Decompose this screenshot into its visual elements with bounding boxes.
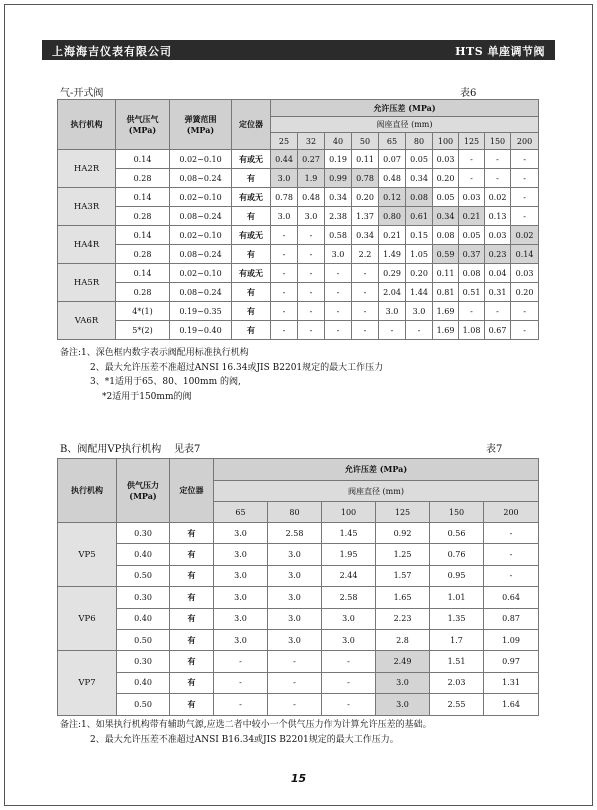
spring-range: 0.02~0.10 — [170, 226, 232, 245]
table-row — [58, 523, 539, 544]
allowable-value: 3.0 — [214, 565, 268, 586]
allowable-value: - — [485, 150, 511, 169]
allowable-value: - — [484, 565, 539, 586]
allowable-value: 1.49 — [379, 245, 406, 264]
supply-pressure: 0.14 — [116, 188, 170, 207]
t6-note-2: 2、最大允许压差不准超过ANSI 16.34或JIS B2201规定的最大工作压力 — [90, 362, 384, 373]
allowable-value: 0.08 — [406, 188, 433, 207]
allowable-value: 1.44 — [406, 283, 433, 302]
t6-diameter-200: 200 — [511, 133, 539, 150]
t7-diameter-65: 65 — [214, 502, 268, 523]
allowable-value: 0.34 — [325, 188, 352, 207]
allowable-value: - — [298, 264, 325, 283]
allowable-value: 0.58 — [325, 226, 352, 245]
positioner: 有 — [170, 694, 214, 715]
allowable-value: - — [511, 321, 539, 340]
allowable-value: 0.21 — [459, 207, 485, 226]
positioner: 有 — [232, 302, 271, 321]
t7-note-1: 备注:1、如果执行机构带有辅助气源,应选二者中较小一个供气压力作为计算允许压差的基础。 — [60, 720, 432, 730]
positioner: 有 — [232, 283, 271, 302]
t6-diameter-150: 150 — [485, 133, 511, 150]
allowable-value: - — [511, 207, 539, 226]
actuator-name: HA5R — [58, 264, 116, 302]
allowable-value: 0.61 — [406, 207, 433, 226]
table6-notes — [60, 346, 383, 404]
supply-pressure: 0.40 — [117, 608, 170, 629]
positioner: 有 — [170, 544, 214, 565]
allowable-value: 3.0 — [268, 608, 322, 629]
allowable-value: 0.34 — [352, 226, 379, 245]
allowable-value: 1.31 — [484, 672, 539, 693]
t7-diameter-150: 150 — [430, 502, 484, 523]
allowable-value: - — [322, 651, 376, 672]
allowable-value: 1.64 — [484, 694, 539, 715]
allowable-value: 2.8 — [376, 629, 430, 650]
actuator-name: HA2R — [58, 150, 116, 188]
allowable-value: - — [459, 169, 485, 188]
t6-diameter-125: 125 — [459, 133, 485, 150]
allowable-value: - — [322, 672, 376, 693]
allowable-value: - — [459, 302, 485, 321]
allowable-value: 3.0 — [214, 544, 268, 565]
table-row — [58, 245, 539, 264]
allowable-value: 0.11 — [433, 264, 459, 283]
allowable-value: 0.03 — [433, 150, 459, 169]
allowable-value: 3.0 — [214, 629, 268, 650]
allowable-value: 0.56 — [430, 523, 484, 544]
allowable-value: 3.0 — [376, 672, 430, 693]
allowable-value: 0.20 — [433, 169, 459, 188]
allowable-value: 1.08 — [459, 321, 485, 340]
allowable-value: 1.69 — [433, 321, 459, 340]
allowable-value: 0.14 — [511, 245, 539, 264]
allowable-value: - — [268, 672, 322, 693]
allowable-value: 2.44 — [322, 565, 376, 586]
allowable-value: 0.03 — [511, 264, 539, 283]
t6-header-positioner: 定位器 — [232, 100, 271, 150]
allowable-value: 1.25 — [376, 544, 430, 565]
allowable-value: - — [298, 283, 325, 302]
allowable-value: 0.05 — [406, 150, 433, 169]
positioner: 有 — [170, 608, 214, 629]
spring-range: 0.08~0.24 — [170, 207, 232, 226]
allowable-value: 0.05 — [433, 188, 459, 207]
allowable-value: 3.0 — [271, 207, 298, 226]
t6-diameter-80: 80 — [406, 133, 433, 150]
t6-header-actuator: 执行机构 — [58, 100, 116, 150]
positioner: 有 — [232, 169, 271, 188]
allowable-value: 3.0 — [268, 587, 322, 608]
allowable-value: - — [485, 169, 511, 188]
positioner: 有 — [170, 629, 214, 650]
allowable-value: - — [325, 283, 352, 302]
allowable-value: - — [271, 302, 298, 321]
allowable-value: 3.0 — [271, 169, 298, 188]
allowable-value: 0.37 — [459, 245, 485, 264]
allowable-value: 0.08 — [459, 264, 485, 283]
allowable-value: 3.0 — [322, 608, 376, 629]
allowable-value: 0.87 — [484, 608, 539, 629]
allowable-value: 0.27 — [298, 150, 325, 169]
positioner: 有 — [170, 651, 214, 672]
allowable-value: - — [214, 672, 268, 693]
t7-header-actuator: 执行机构 — [58, 459, 117, 523]
t6-header-supply: 供气压气 (MPa) — [116, 100, 170, 150]
table-row — [58, 264, 539, 283]
allowable-value: 1.01 — [430, 587, 484, 608]
allowable-value: 3.0 — [268, 544, 322, 565]
table-row — [58, 321, 539, 340]
t6-diameter-25: 25 — [271, 133, 298, 150]
t7-header-allowable: 允许压差 (MPa) — [214, 459, 539, 481]
allowable-value: - — [322, 694, 376, 715]
supply-pressure: 0.50 — [117, 565, 170, 586]
allowable-value: 2.03 — [430, 672, 484, 693]
allowable-value: - — [511, 302, 539, 321]
allowable-value: 0.48 — [379, 169, 406, 188]
allowable-value: 1.05 — [406, 245, 433, 264]
spring-range: 0.08~0.24 — [170, 169, 232, 188]
allowable-value: 0.99 — [325, 169, 352, 188]
supply-pressure: 0.28 — [116, 207, 170, 226]
positioner: 有 — [232, 245, 271, 264]
allowable-value: - — [298, 226, 325, 245]
t6-diameter-65: 65 — [379, 133, 406, 150]
t6-diameter-40: 40 — [325, 133, 352, 150]
actuator-name: VA6R — [58, 302, 116, 340]
t6-diameter-50: 50 — [352, 133, 379, 150]
allowable-value: - — [379, 321, 406, 340]
allowable-value: 3.0 — [406, 302, 433, 321]
allowable-value: - — [298, 321, 325, 340]
t6-diameter-32: 32 — [298, 133, 325, 150]
allowable-value: - — [325, 302, 352, 321]
spring-range: 0.02~0.10 — [170, 188, 232, 207]
allowable-value: 0.80 — [379, 207, 406, 226]
table-row — [58, 150, 539, 169]
supply-pressure: 0.30 — [117, 587, 170, 608]
allowable-value: 0.04 — [485, 264, 511, 283]
allowable-value: - — [268, 651, 322, 672]
t6-note-1: 备注:1、深色框内数字表示阀配用标准执行机构 — [60, 348, 249, 358]
allowable-value: 3.0 — [376, 694, 430, 715]
allowable-value: 0.97 — [484, 651, 539, 672]
supply-pressure: 0.30 — [117, 523, 170, 544]
spring-range: 0.08~0.24 — [170, 283, 232, 302]
supply-pressure: 0.50 — [117, 694, 170, 715]
allowable-value: - — [325, 321, 352, 340]
allowable-value: 0.59 — [433, 245, 459, 264]
allowable-value: 0.67 — [485, 321, 511, 340]
allowable-value: 0.12 — [379, 188, 406, 207]
allowable-value: 1.45 — [322, 523, 376, 544]
allowable-value: - — [214, 651, 268, 672]
allowable-value: - — [484, 523, 539, 544]
company-name: 上海海吉仪表有限公司 — [52, 45, 172, 58]
actuator-name: VP6 — [58, 587, 117, 651]
allowable-value: - — [406, 321, 433, 340]
table-row — [58, 565, 539, 586]
allowable-value: 1.7 — [430, 629, 484, 650]
allowable-value: 3.0 — [268, 565, 322, 586]
allowable-value: 3.0 — [322, 629, 376, 650]
allowable-value: - — [352, 283, 379, 302]
allowable-value: - — [511, 150, 539, 169]
table-row — [58, 629, 539, 650]
allowable-value: - — [325, 264, 352, 283]
allowable-value: - — [459, 150, 485, 169]
positioner: 有 — [170, 672, 214, 693]
allowable-value: - — [271, 245, 298, 264]
table-row — [58, 672, 539, 693]
page-header — [42, 40, 555, 60]
allowable-value: - — [352, 302, 379, 321]
allowable-value: 0.02 — [485, 188, 511, 207]
supply-pressure: 5*(2) — [116, 321, 170, 340]
allowable-value: - — [352, 264, 379, 283]
table-row — [58, 207, 539, 226]
allowable-value: 3.0 — [214, 608, 268, 629]
allowable-value: 0.21 — [379, 226, 406, 245]
allowable-value: - — [484, 544, 539, 565]
allowable-value: 0.92 — [376, 523, 430, 544]
allowable-value: 1.95 — [322, 544, 376, 565]
allowable-value: 0.64 — [484, 587, 539, 608]
allowable-value: 0.08 — [433, 226, 459, 245]
allowable-value: 0.78 — [352, 169, 379, 188]
table-row — [58, 188, 539, 207]
allowable-value: 3.0 — [214, 523, 268, 544]
allowable-value: - — [268, 694, 322, 715]
t7-diameter-80: 80 — [268, 502, 322, 523]
allowable-value: 2.55 — [430, 694, 484, 715]
table7-caption: B、阀配用VP执行机构 见表7 — [60, 444, 201, 455]
positioner: 有或无 — [232, 150, 271, 169]
table-row — [58, 651, 539, 672]
allowable-value: 0.81 — [433, 283, 459, 302]
allowable-value: - — [352, 321, 379, 340]
supply-pressure: 0.14 — [116, 264, 170, 283]
allowable-value: - — [271, 226, 298, 245]
spring-range: 0.19~0.40 — [170, 321, 232, 340]
supply-pressure: 0.28 — [116, 169, 170, 188]
allowable-value: 0.44 — [271, 150, 298, 169]
actuator-name: HA4R — [58, 226, 116, 264]
allowable-value: 0.20 — [352, 188, 379, 207]
actuator-name: VP5 — [58, 523, 117, 587]
actuator-name: VP7 — [58, 651, 117, 715]
t7-diameter-125: 125 — [376, 502, 430, 523]
table7-notes — [60, 718, 432, 747]
allowable-value: - — [271, 283, 298, 302]
table-row — [58, 169, 539, 188]
allowable-value: - — [214, 694, 268, 715]
allowable-value: 2.58 — [268, 523, 322, 544]
spring-range: 0.02~0.10 — [170, 150, 232, 169]
t6-note-3: 3、*1适用于65、80、100mm 的阀, — [90, 377, 241, 387]
t6-header-allowable: 允许压差 (MPa) — [271, 100, 539, 117]
allowable-value: 1.69 — [433, 302, 459, 321]
t6-diameter-100: 100 — [433, 133, 459, 150]
allowable-value: 0.03 — [485, 226, 511, 245]
allowable-value: 2.23 — [376, 608, 430, 629]
supply-pressure: 0.14 — [116, 150, 170, 169]
actuator-name: HA3R — [58, 188, 116, 226]
allowable-value: 0.48 — [298, 188, 325, 207]
allowable-value: - — [298, 245, 325, 264]
allowable-value: 1.57 — [376, 565, 430, 586]
allowable-value: 1.09 — [484, 629, 539, 650]
allowable-value: 0.03 — [459, 188, 485, 207]
positioner: 有 — [232, 321, 271, 340]
table-row — [58, 544, 539, 565]
allowable-value: 1.9 — [298, 169, 325, 188]
positioner: 有或无 — [232, 264, 271, 283]
allowable-value: 0.76 — [430, 544, 484, 565]
supply-pressure: 0.14 — [116, 226, 170, 245]
positioner: 有或无 — [232, 226, 271, 245]
spring-range: 0.19~0.35 — [170, 302, 232, 321]
table6-caption: 气-开式阀 — [60, 88, 104, 99]
supply-pressure: 0.28 — [116, 245, 170, 264]
positioner: 有 — [232, 207, 271, 226]
allowable-value: 3.0 — [325, 245, 352, 264]
allowable-value: 0.19 — [325, 150, 352, 169]
t7-diameter-200: 200 — [484, 502, 539, 523]
allowable-value: 2.49 — [376, 651, 430, 672]
supply-pressure: 0.28 — [116, 283, 170, 302]
table7 — [57, 458, 539, 716]
allowable-value: 2.04 — [379, 283, 406, 302]
allowable-value: 0.11 — [352, 150, 379, 169]
allowable-value: 0.15 — [406, 226, 433, 245]
allowable-value: 3.0 — [298, 207, 325, 226]
allowable-value: - — [298, 302, 325, 321]
allowable-value: 0.23 — [485, 245, 511, 264]
table6-label: 表6 — [460, 88, 477, 99]
t7-note-2: 2、最大允许压差不准超过ANSI B16.34或JIS B2201规定的最大工作压力。 — [90, 734, 399, 745]
t6-note-4: *2适用于150mm的阀 — [102, 391, 192, 402]
allowable-value: 1.37 — [352, 207, 379, 226]
allowable-value: 0.34 — [406, 169, 433, 188]
page-number: 15 — [290, 772, 307, 785]
t6-header-seat: 阀座直径 (mm) — [271, 117, 539, 133]
allowable-value: 0.20 — [406, 264, 433, 283]
allowable-value: 1.51 — [430, 651, 484, 672]
table-row — [58, 283, 539, 302]
spring-range: 0.02~0.10 — [170, 264, 232, 283]
t7-header-supply: 供气压力 (MPa) — [117, 459, 170, 523]
table-row — [58, 302, 539, 321]
table-row — [58, 694, 539, 715]
allowable-value: 0.78 — [271, 188, 298, 207]
product-name: HTS 单座调节阀 — [455, 45, 545, 58]
allowable-value: 2.2 — [352, 245, 379, 264]
allowable-value: - — [485, 302, 511, 321]
table7-label: 表7 — [486, 444, 503, 455]
allowable-value: 0.20 — [511, 283, 539, 302]
supply-pressure: 0.40 — [117, 544, 170, 565]
allowable-value: - — [271, 321, 298, 340]
t7-header-positioner: 定位器 — [170, 459, 214, 523]
table-row — [58, 226, 539, 245]
t6-header-spring: 弹簧范围 (MPa) — [170, 100, 232, 150]
allowable-value: 0.07 — [379, 150, 406, 169]
allowable-value: 3.0 — [379, 302, 406, 321]
t7-header-seat: 阀座直径 (mm) — [214, 481, 539, 502]
allowable-value: 0.29 — [379, 264, 406, 283]
allowable-value: - — [271, 264, 298, 283]
table-row — [58, 608, 539, 629]
positioner: 有 — [170, 523, 214, 544]
allowable-value: 2.38 — [325, 207, 352, 226]
supply-pressure: 4*(1) — [116, 302, 170, 321]
table-row — [58, 587, 539, 608]
allowable-value: 0.13 — [485, 207, 511, 226]
allowable-value: - — [511, 188, 539, 207]
table6 — [57, 99, 539, 340]
supply-pressure: 0.50 — [117, 629, 170, 650]
allowable-value: - — [511, 169, 539, 188]
allowable-value: 0.02 — [511, 226, 539, 245]
supply-pressure: 0.40 — [117, 672, 170, 693]
allowable-value: 0.51 — [459, 283, 485, 302]
supply-pressure: 0.30 — [117, 651, 170, 672]
allowable-value: 3.0 — [268, 629, 322, 650]
t7-diameter-100: 100 — [322, 502, 376, 523]
positioner: 有 — [170, 587, 214, 608]
allowable-value: 1.65 — [376, 587, 430, 608]
allowable-value: 0.34 — [433, 207, 459, 226]
spring-range: 0.08~0.24 — [170, 245, 232, 264]
allowable-value: 3.0 — [214, 587, 268, 608]
positioner: 有 — [170, 565, 214, 586]
allowable-value: 0.31 — [485, 283, 511, 302]
positioner: 有或无 — [232, 188, 271, 207]
allowable-value: 0.95 — [430, 565, 484, 586]
allowable-value: 0.05 — [459, 226, 485, 245]
allowable-value: 1.35 — [430, 608, 484, 629]
allowable-value: 2.58 — [322, 587, 376, 608]
